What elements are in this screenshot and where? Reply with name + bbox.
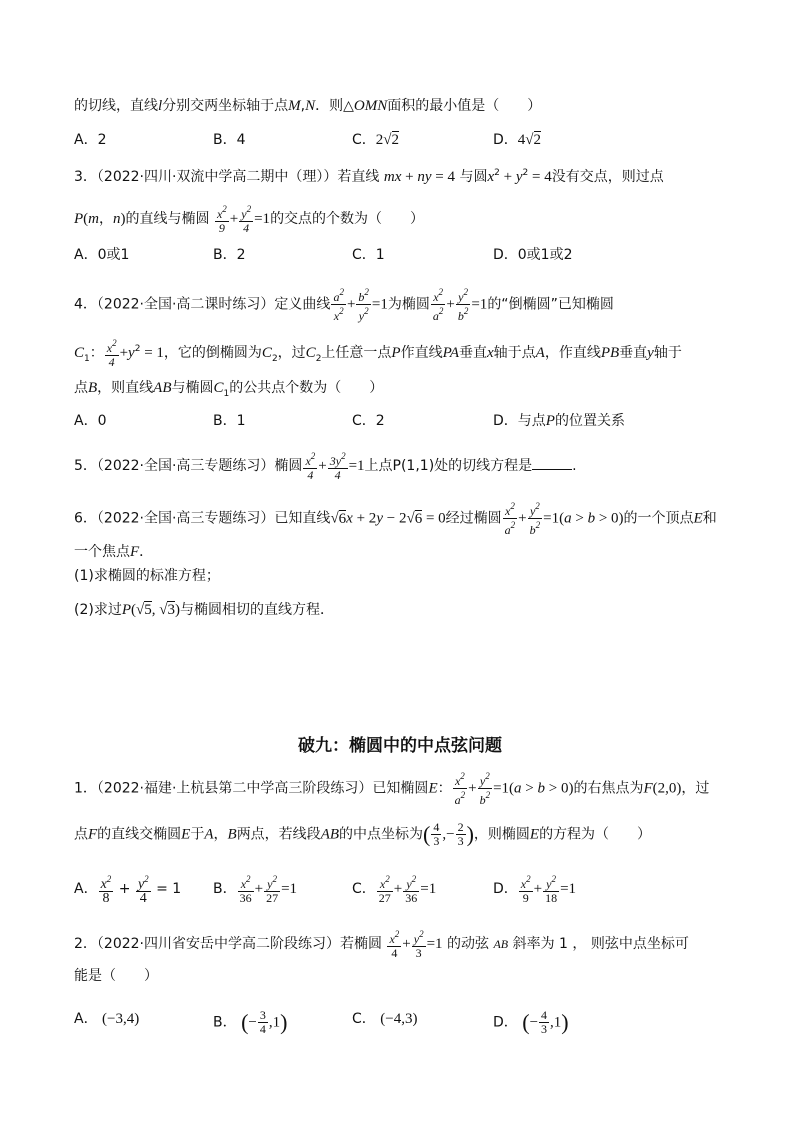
s2-option-d: D． (− $\frac{4}{3}$ ,1): [493, 1008, 569, 1036]
question-4: 4．（2022·全国·高二课时练习）定义曲线 $\frac{a^2}{x^2}$ + $\frac{b^2}{y^2}$ =1为椭圆 $\frac{x^2}{a^2}$ + $\frac{y^2}{b^2}$ =1的“倒椭圆”已知椭圆: [74, 287, 614, 323]
question-6-line2: 一个焦点F．: [74, 544, 154, 560]
section-question-2-line2: 能是（ ）: [74, 968, 158, 984]
q3-option-b: B．2: [213, 247, 246, 263]
q4-option-c: C．2: [352, 413, 385, 429]
q3-option-c: C．1: [352, 247, 385, 263]
q4-option-a: A．0: [74, 413, 107, 429]
s2-option-a: A． (−3,4): [74, 1011, 140, 1027]
s1-option-d: D． $\frac{x^2}{9}$ + $\frac{y^2}{18}$ =1: [493, 874, 577, 905]
question-3-line2: P(m，n)的直线与椭圆 $\frac{x^2}{9}$ + $\frac{y^2}{4}$ =1的交点的个数为（ ）: [74, 204, 425, 235]
q3-option-d: D．0或1或2: [493, 247, 573, 263]
s1-option-c: C． $\frac{x^2}{27}$ + $\frac{y^2}{36}$ =1: [352, 874, 437, 905]
answer-blank: [532, 455, 572, 470]
question-6: 6．（2022·全国·高三专题练习）已知直线√6x + 2y − 2√6 = 0经过椭圆 $\frac{x^2}{a^2}$ + $\frac{y^2}{b^2}$ =1(a > b > 0)的一个顶点E和: [74, 501, 717, 537]
s2-option-c: C． (−4,3): [352, 1011, 418, 1027]
section-question-1-line2: 点F的直线交椭圆E于A，B两点，若线段AB的中点坐标为( $\frac{4}{3}$ ,− $\frac{2}{3}$ )，则椭圆E的方程为（ ）: [74, 820, 652, 848]
section-title: 破九：椭圆中的中点弦问题: [298, 736, 502, 756]
s1-option-b: B． $\frac{x^2}{36}$ + $\frac{y^2}{27}$ =1: [213, 874, 298, 905]
intro-line: 的切线，直线l分别交两坐标轴于点M,N．则△OMN面积的最小值是（ ）: [74, 98, 542, 114]
question-4-line2: $C_1$： $\frac{x^2}{4}$ $+y^2 = 1$，它的倒椭圆为$C_2$，过$C_2$上任意一点P作直线PA垂直x轴于点A，作直线PB垂直y轴于: [74, 338, 682, 369]
question-5: 5．（2022·全国·高三专题练习）椭圆 $\frac{x^2}{4}$ + $\frac{3y^2}{4}$ =1上点P(1,1)处的切线方程是 .: [74, 451, 577, 482]
option-c: C．2√2: [352, 132, 400, 148]
q4-option-b: B．1: [213, 413, 246, 429]
s2-option-b: B． (− $\frac{3}{4}$ ,1): [213, 1008, 288, 1036]
question-4-line3: 点B，则直线AB与椭圆$C_1$的公共点个数为（ ）: [74, 380, 384, 399]
s1-option-a: A． $\frac{x^2}{8}$ + $\frac{y^2}{4}$ = 1: [74, 874, 182, 906]
option-d: D．4√2: [493, 132, 542, 148]
question-6-part1: (1)求椭圆的标准方程；: [74, 568, 220, 584]
question-3: 3．（2022·四川·双流中学高二期中（理））若直线 mx + ny = 4 与圆$x^2 + y^2 = 4$没有交点，则过点: [74, 168, 664, 185]
section-question-1: 1．（2022·福建·上杭县第二中学高三阶段练习）已知椭圆E： $\frac{x^2}{a^2}$ + $\frac{y^2}{b^2}$ =1(a > b > 0)的右焦点为F(2,0)，过: [74, 771, 710, 807]
q3-option-a: A．0或1: [74, 247, 130, 263]
option-b: B．4: [213, 132, 246, 148]
option-a: A．2: [74, 132, 107, 148]
section-question-2: 2．（2022·四川省安岳中学高二阶段练习）若椭圆 $\frac{x^2}{4}$ + $\frac{y^2}{3}$ =1 的动弦 AB 斜率为 1 ， 则弦中点坐标可: [74, 929, 689, 960]
question-6-part2: (2)求过P(√5, √3)与椭圆相切的直线方程．: [74, 602, 334, 618]
q4-option-d: D．与点P的位置关系: [493, 413, 625, 429]
